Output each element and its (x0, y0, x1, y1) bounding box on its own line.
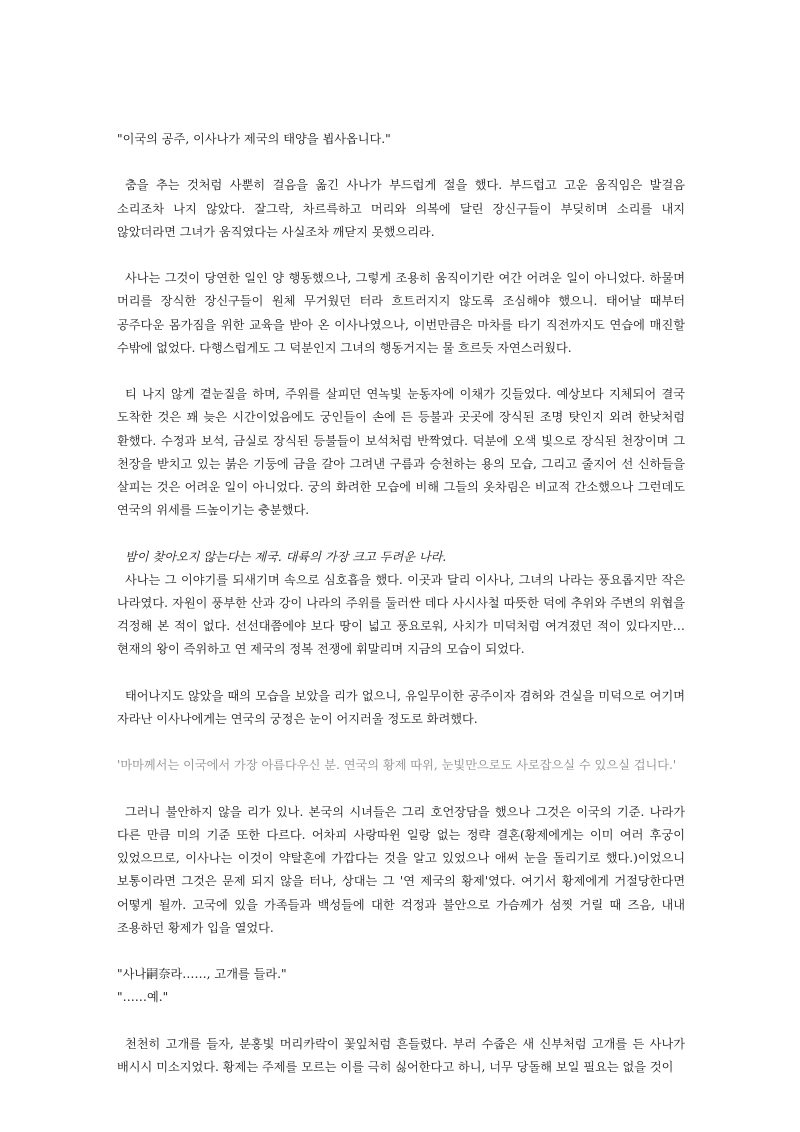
paragraph-7: 태어나지도 않았을 때의 모습을 보았을 리가 없으니, 유일무이한 공주이자 겸허와 견실을 미덕으로 여기며 자라난 이사나에게는 연국의 궁정은 눈이 어지러울 정도로 화려했다. (117, 688, 685, 726)
paragraph-gap (117, 778, 685, 801)
paragraph-10-dialog: "사나嗣奈라……, 고개를 들라." (117, 967, 287, 982)
paragraph-12: 천천히 고개를 들자, 분홍빛 머리카락이 꽃잎처럼 흔들렸다. 부러 수줍은 새 신부처럼 고개를 든 사나가 배시시 미소지었다. 황제는 주제를 모르는 이를 극히 싫어한다고 하니, 너무 당돌해 보일 필요는 없을 것이 (117, 1036, 685, 1074)
paragraph-gap (117, 940, 685, 963)
paragraph-2: 춤을 추는 것처럼 사뿐히 걸음을 옮긴 사나가 부드럽게 절을 했다. 부드럽고 고운 움직임은 발걸음 소리조차 나지 않았다. 잘그락, 차르륵하고 머리와 의복에 달린 장신구들이 부딪히며 소리를 내지 않았더라면 그녀가 움직였다는 사실조차 깨닫지 못했으리라. (117, 178, 685, 239)
paragraph-gap (117, 151, 685, 174)
paragraph-8-quote: '마마께서는 이국에서 가장 아름다우신 분. 연국의 황제 따위, 눈빛만으로도 사로잡으실 수 있으실 겁니다.' (117, 758, 677, 773)
paragraph-3: 사나는 그것이 당연한 일인 양 행동했으나, 그렇게 조용히 움직이기란 여간 어려운 일이 아니었다. 하물며 머리를 장식한 장신구들이 원체 무거웠던 터라 흐트러지지 않도록 조심해야 했으니. 태어날 때부터 공주다운 몸가짐을 위한 교육을 받아 온 이사나였으나, 이번만큼은 마차를 타기 직전까지도 연습에 매진할 수밖에 없었다. 다행스럽게도 그 덕분인지 그녀의 행동거지는 물 흐르듯 자연스러웠다. (117, 271, 685, 355)
paragraph-11-dialog: "……예." (117, 990, 169, 1005)
paragraph-5-italic: 밤이 찾아오지 않는다는 제국. 대륙의 가장 크고 두려운 나라. (125, 549, 447, 564)
paragraph-gap (117, 662, 685, 685)
paragraph-gap (117, 522, 685, 545)
paragraph-4: 티 나지 않게 곁눈질을 하며, 주위를 살피던 연녹빛 눈동자에 이채가 깃들었다. 예상보다 지체되어 결국 도착한 것은 꽤 늦은 시간이었음에도 궁인들이 손에 든 등불과 곳곳에 장식된 조명 탓인지 외려 한낮처럼 환했다. 수정과 보석, 금실로 장식된 등불들이 보석처럼 반짝였다. 덕분에 오색 빛으로 장식된 천장이며 그 천장을 받치고 있는 붉은 기둥에 금을 갈아 그려낸 구름과 승천하는 용의 모습, 그리고 줄지어 선 신하들을 살피는 것은 어려운 일이 아니었다. 궁의 화려한 모습에 비해 그들의 옷차림은 비교적 간소했으나 그런데도 연국의 위세를 드높이기는 충분했다. (117, 387, 685, 518)
paragraph-gap (117, 244, 685, 267)
story-text (117, 128, 685, 1079)
paragraph-6: 사나는 그 이야기를 되새기며 속으로 심호흡을 했다. 이곳과 달리 이사나, 그녀의 나라는 풍요롭지만 작은 나라였다. 자원이 풍부한 산과 강이 나라의 주위를 둘러싼 데다 사시사철 따뜻한 덕에 추위와 주변의 위협을 걱정해 본 적이 없다. 선선대쯤에야 보다 땅이 넓고 풍요로워, 사치가 미덕처럼 여겨졌던 적이 있다지만… 현재의 왕이 즉위하고 연 제국의 정복 전쟁에 휘말리며 지금의 모습이 되었다. (117, 572, 685, 657)
paragraph-gap (117, 360, 685, 383)
paragraph-gap (117, 731, 685, 754)
paragraph-9: 그러니 불안하지 않을 리가 있나. 본국의 시녀들은 그리 호언장담을 했으나 그것은 이국의 기준. 나라가 다른 만큼 미의 기준 또한 다르다. 어차피 사랑따윈 일랑 없는 정략 결혼(황제에게는 이미 여러 후궁이 있었으므로, 이사나는 이것이 약탈혼에 가깝다는 것을 알고 있었으나 애써 눈을 돌리기로 했다.)이었으니 보통이라면 그것은 문제 되지 않을 터나, 상대는 그 '연 제국의 황제'였다. 여기서 황제에게 거절당한다면 어떻게 될까. 고국에 있을 가족들과 백성들에 대한 걱정과 불안으로 가슴께가 섬찟 거릴 때 즈음, 내내 조용하던 황제가 입을 열었다. (117, 804, 685, 935)
paragraph-1: "이국의 공주, 이사나가 제국의 태양을 뵙사옵니다." (117, 132, 391, 146)
paragraph-gap (117, 1010, 685, 1033)
